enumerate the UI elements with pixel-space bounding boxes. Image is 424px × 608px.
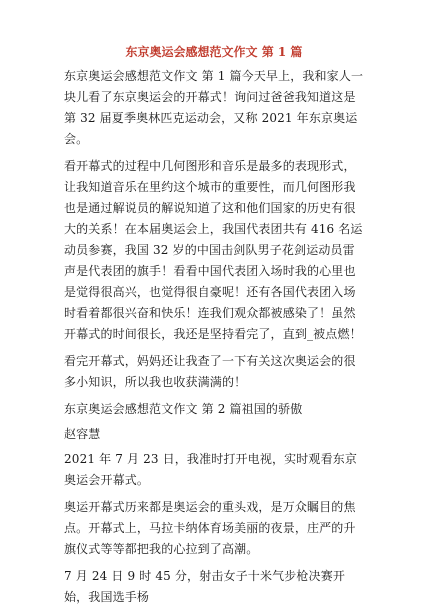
paragraph-ceremony-highlight: 奥运开幕式历来都是奥运会的重头戏，是万众瞩目的焦点。开幕式上，马拉卡纳体育场美丽的夜景，庄严的升旗仪式等等都把我的心拉到了高潮。 [64, 500, 356, 556]
paragraph-knowledge: 看完开幕式，妈妈还让我查了一下有关这次奥运会的很多小知识，所以我也收获满满的！ [64, 354, 356, 389]
paragraph-date: 2021 年 7 月 23 日，我准时打开电视，实时观看东京奥运会开幕式。 [64, 452, 358, 487]
document-title: 东京奥运会感想范文作文 第 1 篇 [125, 45, 303, 59]
paragraph-section-2-heading: 东京奥运会感想范文作文 第 2 篇祖国的骄傲 [64, 402, 303, 416]
paragraph-intro: 东京奥运会感想范文作文 第 1 篇今天早上，我和家人一块儿看了东京奥运会的开幕式！询问过爸爸我知道这是第 32 届夏季奥林匹克运动会，又称 2021 年东京奥运会。 [64, 69, 364, 146]
paragraph-opening-ceremony: 看开幕式的过程中几何图形和音乐是最多的表现形式，让我知道音乐在里约这个城市的重要性，而几何图形我也是通过解说员的解说知道了这和他们国家的历史有很大的关系！在本届奥运会上，我国代表团共有 416 名运动员参赛，我国 32 岁的中国击剑队男子花剑运动员雷声是代表团的旗手！看看中国代表团入场时我的心里也是觉得很高兴，也觉得很自豪呢！还有各国代表团入场时看着都很兴奋和快乐！连我们观众都被感染了！虽然开幕式的时间很长，我还是坚持看完了，直到_被点燃！ [64, 159, 363, 341]
paragraph-shooting-final: 7 月 24 日 9 时 45 分，射击女子十米气步枪决赛开始，我国选手杨 [64, 569, 346, 604]
paragraph-author: 赵容慧 [64, 427, 101, 441]
